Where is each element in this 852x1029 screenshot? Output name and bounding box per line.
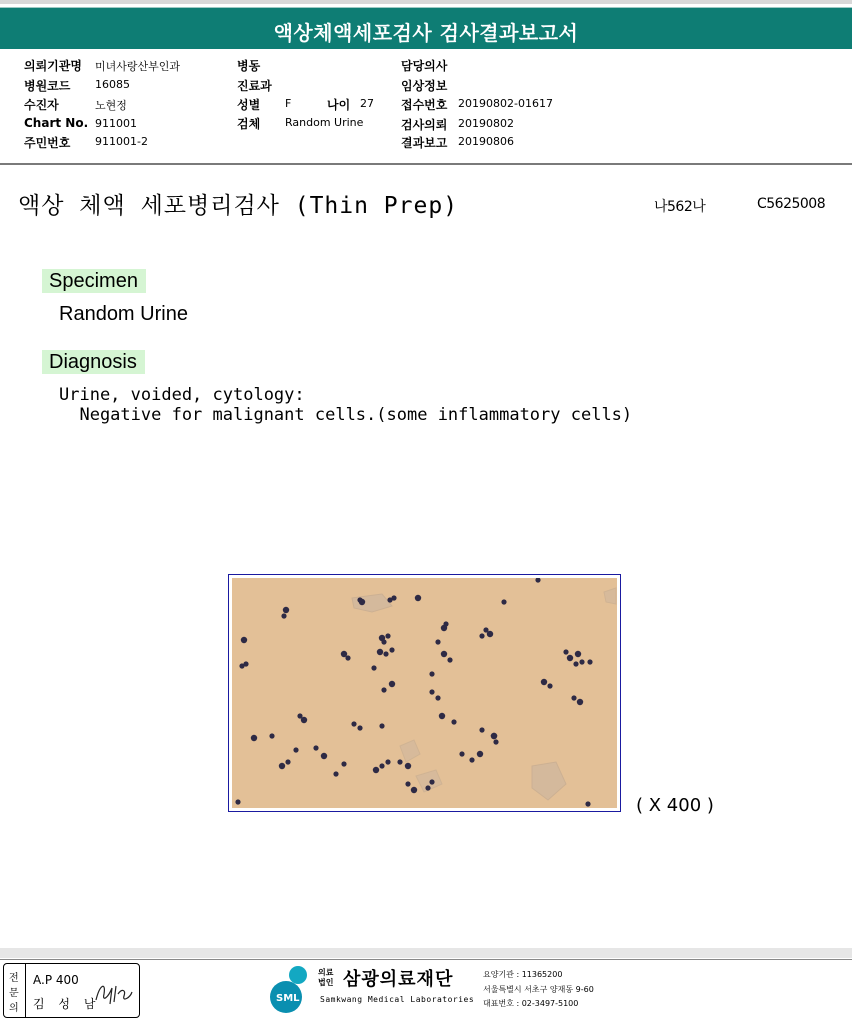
cell-nucleus	[447, 657, 452, 662]
cell-nucleus	[479, 727, 484, 732]
cell-nucleus	[379, 763, 384, 768]
handwritten-signature	[92, 978, 134, 1006]
specimen-heading: Specimen	[42, 269, 146, 293]
ap-number: A.P 400	[33, 973, 79, 987]
cell-nucleus	[571, 695, 576, 700]
cell-nucleus	[415, 595, 421, 601]
receipt-value: 20190802-01617	[458, 97, 553, 110]
cell-nucleus	[235, 799, 240, 804]
cell-nucleus	[241, 637, 247, 643]
age-label: 나이	[327, 98, 351, 112]
cell-nucleus	[301, 717, 307, 723]
cell-nucleus	[405, 763, 411, 769]
cell-nucleus	[579, 659, 584, 664]
cell-nucleus	[391, 595, 396, 600]
cell-nucleus	[479, 633, 484, 638]
cell-nucleus	[441, 651, 447, 657]
cell-nucleus	[491, 733, 497, 739]
hospital-value: 미녀사랑산부인과	[95, 60, 181, 73]
sample-label: 검체	[237, 117, 261, 131]
cell-nucleus	[429, 779, 434, 784]
diagnosis-line-1: Urine, voided, cytology:	[59, 385, 305, 405]
clinical-label: 임상정보	[401, 79, 448, 93]
cell-nucleus	[321, 753, 327, 759]
code-label: 병원코드	[24, 79, 71, 93]
cell-nucleus	[443, 621, 448, 626]
cell-nucleus	[451, 719, 456, 724]
exam-title: 액상 체액 세포병리검사 (Thin Prep)	[18, 193, 459, 219]
org-type	[318, 968, 333, 988]
cell-nucleus	[573, 661, 578, 666]
cell-nucleus	[411, 787, 417, 793]
cell-nucleus	[313, 745, 318, 750]
specialist-char-2: 문	[9, 988, 19, 999]
org-type-line-1: 의료	[318, 968, 334, 977]
cell-nucleus	[477, 751, 483, 757]
diagnosis-heading: Diagnosis	[42, 350, 145, 374]
cell-nucleus	[279, 763, 285, 769]
cell-nucleus	[435, 695, 440, 700]
cell-nucleus	[243, 661, 248, 666]
receipt-label: 접수번호	[401, 98, 448, 112]
exam-code-1: 나562나	[654, 199, 706, 215]
request-label: 검사의뢰	[401, 118, 448, 132]
doctor-name: 김 성 남	[33, 997, 101, 1011]
report-date-value: 20190806	[458, 135, 514, 148]
cell-nucleus	[385, 759, 390, 764]
cell-nucleus	[381, 687, 386, 692]
patient-value: 노현정	[95, 99, 127, 112]
org-name: 삼광의료재단	[343, 969, 454, 990]
cell-nucleus	[283, 607, 289, 613]
report-title: 액상체액세포검사 검사결과보고서	[273, 21, 579, 45]
cell-nucleus	[405, 781, 410, 786]
micrograph-image	[232, 578, 617, 808]
specialist-char-1: 전	[9, 973, 19, 984]
top-rule	[0, 0, 852, 4]
cell-nucleus	[541, 679, 547, 685]
cell-nucleus	[469, 757, 474, 762]
resident-value: 911001-2	[95, 135, 148, 148]
footer-divider	[0, 959, 852, 960]
cell-nucleus	[345, 655, 350, 660]
ward-label: 병동	[237, 59, 261, 73]
cell-nucleus	[567, 655, 573, 661]
cytology-micrograph	[228, 574, 621, 812]
cell-nucleus	[251, 735, 257, 741]
request-value: 20190802	[458, 117, 514, 130]
sample-value: Random Urine	[285, 116, 364, 129]
cell-nucleus	[501, 599, 506, 604]
cell-nucleus	[381, 639, 386, 644]
org-id: 요양기관 : 11365200	[483, 970, 563, 979]
diagnosis-line-2: Negative for malignant cells.(some inflammatory cells)	[59, 405, 633, 425]
cell-nucleus	[383, 651, 388, 656]
code-value: 16085	[95, 78, 130, 91]
report-date-label: 결과보고	[401, 136, 448, 150]
cell-nucleus	[389, 647, 394, 652]
report-title-bar	[0, 7, 852, 49]
hospital-label: 의뢰기관명	[24, 59, 82, 73]
cell-nucleus	[585, 801, 590, 806]
cell-nucleus	[385, 633, 390, 638]
cell-nucleus	[359, 599, 365, 605]
cell-nucleus	[371, 665, 376, 670]
cell-nucleus	[577, 699, 583, 705]
cell-nucleus	[435, 639, 440, 644]
resident-label: 주민번호	[24, 136, 71, 150]
org-type-line-2: 법인	[318, 978, 334, 987]
cell-nucleus	[389, 681, 395, 687]
chart-value: 911001	[95, 117, 137, 130]
footer-band	[0, 948, 852, 958]
cell-nucleus	[425, 785, 430, 790]
cell-nucleus	[493, 739, 498, 744]
exam-code-2: C5625008	[757, 196, 826, 212]
cell-nucleus	[285, 759, 290, 764]
chart-label: Chart No.	[24, 116, 89, 130]
cell-nucleus	[379, 723, 384, 728]
dept-label: 진료과	[237, 79, 272, 93]
cell-nucleus	[357, 725, 362, 730]
logo-text: SML	[276, 993, 300, 1004]
patient-label: 수진자	[24, 98, 59, 112]
cell-nucleus	[377, 649, 383, 655]
sml-logo-icon	[268, 963, 316, 1015]
cell-nucleus	[341, 761, 346, 766]
cell-nucleus	[269, 733, 274, 738]
cell-nucleus	[397, 759, 402, 764]
cell-nucleus	[429, 689, 434, 694]
cell-nucleus	[333, 771, 338, 776]
specimen-value: Random Urine	[59, 303, 188, 325]
specialist-label	[4, 964, 26, 1017]
cell-nucleus	[281, 613, 286, 618]
cell-nucleus	[587, 659, 592, 664]
sex-label: 성별	[237, 98, 261, 112]
cell-nucleus	[373, 767, 379, 773]
cell-nucleus	[439, 713, 445, 719]
age-value: 27	[360, 97, 374, 110]
cell-nucleus	[487, 631, 493, 637]
sex-value: F	[285, 97, 292, 110]
org-address: 서울특별시 서초구 양재동 9-60	[483, 985, 594, 994]
magnification-label: ( X 400 )	[636, 795, 714, 816]
cell-nucleus	[351, 721, 356, 726]
cell-nucleus	[575, 651, 581, 657]
cell-nucleus	[293, 747, 298, 752]
cell-nucleus	[563, 649, 568, 654]
cell-nucleus	[459, 751, 464, 756]
org-english-name: Samkwang Medical Laboratories	[320, 995, 475, 1004]
org-phone: 대표번호 : 02-3497-5100	[483, 999, 579, 1008]
info-divider	[0, 163, 852, 165]
cell-nucleus	[547, 683, 552, 688]
patient-info-block	[0, 50, 852, 164]
specialist-char-3: 의	[9, 1003, 19, 1014]
cell-nucleus	[429, 671, 434, 676]
doctor-label: 담당의사	[401, 59, 448, 73]
signature-box	[3, 963, 140, 1018]
